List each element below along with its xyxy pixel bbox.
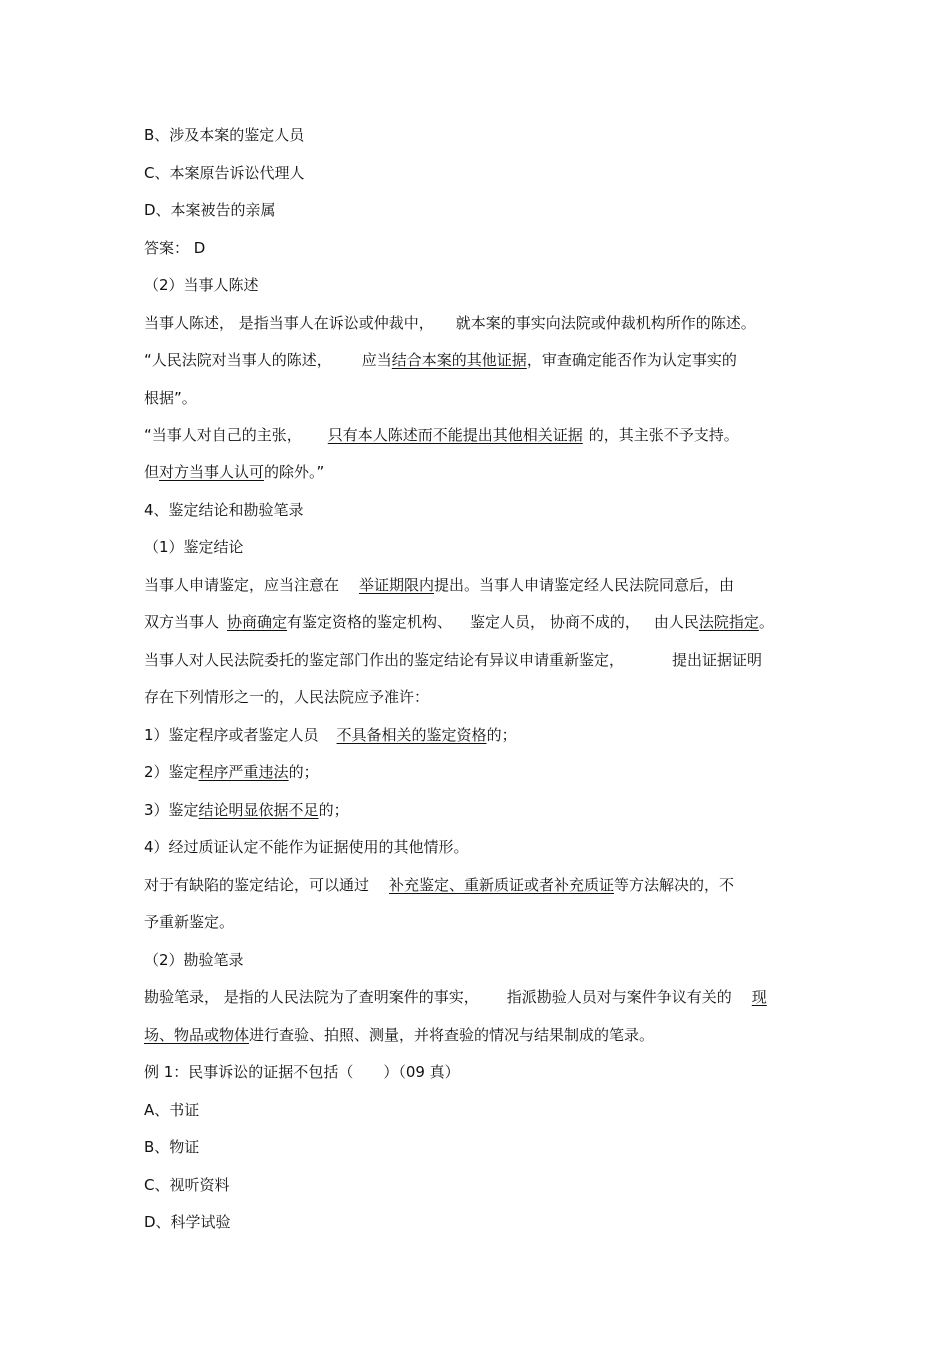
section-heading-text: 4、鉴定结论和勘验笔录: [144, 501, 304, 519]
text-segment: 对于有缺陷的鉴定结论，可以通过: [144, 876, 370, 894]
paragraph-line: [144, 987, 767, 1007]
text-segment: 予重新鉴定。: [144, 913, 235, 931]
option-b: [144, 125, 304, 145]
answer-text: 答案： D: [144, 239, 206, 257]
text-segment: 的除外。”: [264, 463, 325, 481]
paragraph-line: [144, 313, 756, 333]
paragraph-line: [144, 687, 429, 707]
subheading-party-statement: [144, 275, 259, 295]
underlined-key-phrase: 场、物品或物体: [144, 1026, 250, 1044]
paragraph-line: [144, 350, 737, 370]
text-segment: 当事人对人民法院委托的鉴定部门作出的鉴定结论有异议申请重新鉴定，: [144, 651, 625, 669]
text-segment: 3）鉴定: [144, 801, 199, 819]
text-segment: 勘验笔录， 是指的人民法院为了查明案件的事实，: [144, 988, 479, 1006]
list-item: [144, 800, 349, 820]
underlined-key-phrase: 不具备相关的鉴定资格: [336, 726, 487, 744]
text-segment: 就本案的事实向法院或仲裁机构所作的陈述。: [455, 314, 756, 332]
section-heading: [144, 500, 304, 520]
text-segment: 但: [144, 463, 160, 481]
underlined-key-phrase: 程序严重违法: [198, 763, 289, 781]
option-c: [144, 163, 304, 183]
text-segment: 指派勘验人员对与案件争议有关的: [506, 988, 732, 1006]
text-segment: 提出。当事人申请鉴定经人民法院同意后，由: [434, 576, 735, 594]
paragraph-line: [144, 650, 762, 670]
option-d-text: D、本案被告的亲属: [144, 201, 276, 219]
underlined-key-phrase: 举证期限内: [359, 576, 435, 594]
underlined-key-phrase: 结论明显依据不足: [198, 801, 319, 819]
paragraph-line: [144, 912, 234, 932]
paragraph-line: [144, 1025, 654, 1045]
text-segment: “人民法院对当事人的陈述，: [144, 351, 332, 369]
text-segment: 应当: [361, 351, 392, 369]
text-segment: 根据”。: [144, 389, 197, 407]
underlined-key-phrase: 对方当事人认可: [159, 463, 265, 481]
list-item: [144, 725, 517, 745]
text-segment: 有鉴定资格的鉴定机构、: [287, 613, 453, 631]
option-c: [144, 1175, 229, 1195]
text-segment: 1）鉴定程序或者鉴定人员: [144, 726, 319, 744]
text-segment: 存在下列情形之一的，人民法院应予准许：: [144, 688, 430, 706]
option-c-text: C、视听资料: [144, 1176, 230, 1194]
paragraph-line: [144, 425, 739, 445]
text-segment: 由人民: [653, 613, 699, 631]
text-segment: 的；: [486, 726, 517, 744]
text-segment: 等方法解决的，不: [614, 876, 735, 894]
option-a-text: A、书证: [144, 1101, 200, 1119]
subheading-appraisal: [144, 537, 244, 557]
text-segment: 的；: [288, 763, 319, 781]
paragraph-line: [144, 575, 734, 595]
underlined-key-phrase: 只有本人陈述而不能提出其他相关证据: [327, 426, 583, 444]
text-segment: 。: [758, 613, 774, 631]
text-segment: 当事人申请鉴定，应当注意在: [144, 576, 340, 594]
text-segment: 2）鉴定: [144, 763, 199, 781]
paragraph-line: [144, 462, 324, 482]
example-question: [144, 1062, 460, 1082]
answer-line: [144, 238, 205, 258]
subheading-text: （2）当事人陈述: [144, 276, 259, 294]
paragraph-line: [144, 612, 774, 632]
text-segment: 鉴定人员， 协商不成的，: [470, 613, 640, 631]
underlined-key-phrase: 现: [751, 988, 767, 1006]
text-segment: 4）经过质证认定不能作为证据使用的其他情形。: [144, 838, 469, 856]
option-d: [144, 1212, 231, 1232]
option-b: [144, 1137, 199, 1157]
text-segment: 提出证据证明: [672, 651, 763, 669]
subheading-text: （1）鉴定结论: [144, 538, 244, 556]
option-a: [144, 1100, 199, 1120]
text-segment: 进行查验、拍照、测量，并将查验的情况与结果制成的笔录。: [249, 1026, 655, 1044]
option-c-text: C、本案原告诉讼代理人: [144, 164, 305, 182]
text-segment: 的，其主张不予支持。: [588, 426, 739, 444]
text-segment: 的；: [318, 801, 349, 819]
underlined-key-phrase: 结合本案的其他证据: [391, 351, 527, 369]
text-segment: 双方当事人: [144, 613, 220, 631]
underlined-key-phrase: 法院指定: [698, 613, 759, 631]
text-segment: 当事人陈述， 是指当事人在诉讼或仲裁中，: [144, 314, 434, 332]
subheading-inspection: [144, 950, 244, 970]
question-text: 例 1：民事诉讼的证据不包括（ ）（09 真）: [144, 1063, 460, 1081]
text-segment: “当事人对自己的主张，: [144, 426, 302, 444]
list-item: [144, 837, 469, 857]
option-d-text: D、科学试验: [144, 1213, 231, 1231]
underlined-key-phrase: 补充鉴定、重新质证或者补充质证: [389, 876, 615, 894]
option-b-text: B、物证: [144, 1138, 200, 1156]
option-d: [144, 200, 276, 220]
subheading-text: （2）勘验笔录: [144, 951, 244, 969]
option-b-text: B、涉及本案的鉴定人员: [144, 126, 305, 144]
text-segment: ，审查确定能否作为认定事实的: [526, 351, 737, 369]
paragraph-line: [144, 388, 197, 408]
paragraph-line: [144, 875, 734, 895]
list-item: [144, 762, 319, 782]
underlined-key-phrase: 协商确定: [227, 613, 288, 631]
